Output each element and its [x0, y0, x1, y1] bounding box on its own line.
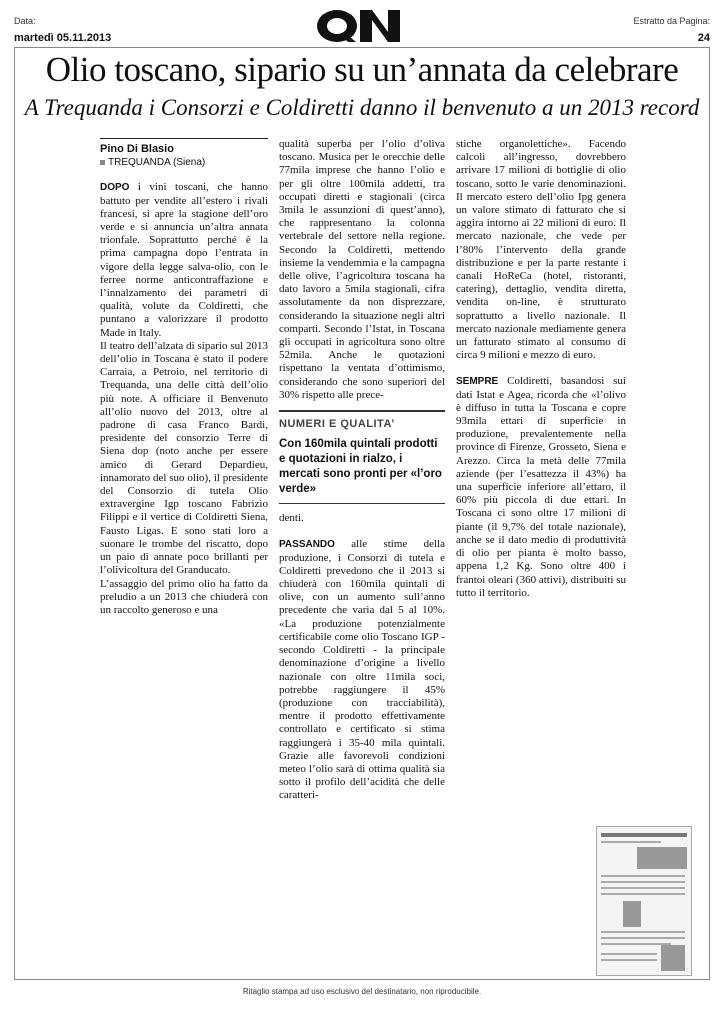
thumbnail-portrait	[661, 945, 685, 971]
dateline-text: TREQUANDA (Siena)	[108, 157, 206, 169]
article-column-3	[456, 138, 626, 600]
thumbnail-title-bar	[601, 833, 687, 837]
page-block	[633, 16, 710, 44]
highlight-kicker: NUMERI E QUALITA’	[279, 418, 395, 431]
lead-word: PASSANDO	[279, 539, 335, 551]
dateline-square-icon	[100, 160, 105, 165]
highlight-box	[279, 410, 445, 504]
paragraph	[279, 538, 445, 802]
lead-word: SEMPRE	[456, 376, 499, 388]
paragraph: Il teatro dell’alzata di sipario sul 2013 dell’olio in Toscana è stato il podere Carraia, a Petroio, nel territorio di Trequanda, una delle città dell’olio più note. A officiare il Benvenuto all’olio nuovo del 2013, oltre al padrone di casa Franco Bardi, presidente del consorzio Terre di Siena dop (noto anche per essere amico di Gerard Depardieu, innamorato del suo olio), il presidente del Consorzio di tutela Olio extravergine Igp toscano Fabrizio Filippi e il vertice di Coldiretti Siena, Fausto Ligas. E sono stati loro a suonare le trombe del riscatto, dopo un paio di annate poco brillanti per l’olivicoltura del Granducato.	[100, 339, 268, 577]
date-label: Data:	[14, 16, 36, 26]
paragraph	[100, 181, 268, 339]
lead-word: DOPO	[100, 182, 130, 194]
author-name: Pino Di Blasio	[100, 143, 174, 155]
qn-logo-graphic	[312, 6, 410, 46]
paragraph-text: alle stime della produzione, i Consorzi di tutela e Coldiretti prevedono che il 2013 si chiuderà con 160mila quintali di olive, con un aumento sull’anno precedente che varia dal 5 al 10%. «La produzione potenzialmente certificabile come olio Toscano IGP - secondo Coldiretti - la principale denominazione d’origine a livello nazionale con oltre 11mila soci, potrebbe raggiungere il 45% (produzione con tracciabilità), mentre il prodotto effettivamente controllato e certificato si stima raggiungerà i 35-40 mila quintali. Grazie alle favorevoli condizioni meteo l’olio sarà di ottima qualità sia sotto il profilo dell’acidità che delle caratteri-	[279, 538, 445, 802]
qn-logo	[312, 6, 410, 46]
paragraph	[456, 375, 626, 599]
highlight-text: Con 160mila quintali prodotti e quotazioni in rialzo, i mercati sono pronti per «l’oro verde»	[279, 437, 445, 504]
page-label: Estratto da Pagina:	[633, 16, 710, 26]
date-value: martedì 05.11.2013	[14, 32, 112, 44]
paragraph: stiche organolettiche». Facendo calcoli all’ingresso, dovrebbero arrivare 17 milioni di bottiglie di olio toscano, sotto le varie denominazioni. Il mercato estero dell’olio Ipg genera un valore stimato di fatturato che si aggira intorno ai 22 milioni di euro. Il mercato nazionale, che vede per l’80% l’intervento della grande distribuzione e per la parte restante i canali HoReCa (hotel, ristoranti, catering), dettaglio, vendita diretta, vendita on-line, è strutturato soprattutto a livello nazionale. Il mercato nazionale mediamente genera un fatturato stimato al consumo di circa 9 milioni e mezzo di euro.	[456, 138, 626, 362]
page-number: 24	[697, 32, 710, 44]
thumbnail-portrait	[623, 901, 641, 927]
paragraph: qualità superba per l’olio d’oliva toscano. Musica per le orecchie delle 77mila imprese che hanno l’olio e per gli oltre 100mila addetti, tra occupati diretti e stagionali (circa 3mila le assunzioni di quest’anno), che rappresentano la colonna vertebrale del settore nella regione. Secondo la Coldiretti, mettendo insieme la vendemmia e la campagna delle olive, l’agricoltura toscana ha dato lavoro a 5mila stagionali, cifra assolutamente da non disprezzare, considerando la situazione negli altri comparti. Secondo l’Istat, in Toscana gli occupati in agricoltura sono oltre 52mila. Anche le quotazioni rispettano la ventata d’ottimismo, considerando che sono superiori del 30% rispetto alle prece-	[279, 138, 445, 401]
thumbnail-photo	[637, 847, 687, 869]
dateline	[100, 156, 268, 169]
paragraph-text: Coldiretti, basandosi sui dati Istat e Agea, ricorda che «l’olivo è diffuso in tutta la Toscana e copre 93mila ettari di superficie in produzione, prevalentemente nella province di Firenze, Grosseto, Siena e Arezzo. Circa la metà delle 77mila aziende (per l’esattezza il 43%) ha una superficie inferiore all’ettaro, il 60% più piccola di due ettari. In Toscana ci sono oltre 17 milioni di piante (il 9,7% del totale nazionale), anche se il dato medio di produttività di olio per pianta è molto basso, appena 1,2 Kg. Sono oltre 400 i frantoi oleari (360 attivi), distribuiti su tutto il territorio.	[456, 375, 626, 599]
paragraph: denti.	[279, 512, 304, 525]
paragraph-text: i vini toscani, che hanno battuto per vendite all’estero i rivali francesi, si apre la stagione dell’oro verde e si annuncia un’altra annata trionfale. Soprattutto perché è la prima campagna dopo l’entrata in vigore della legge salva-olio, con le ferree norme anticontraffazione e l’innalzamento dei parametri di qualità, volute da Coldiretti, che puntano a valorizzare il prodotto Made in Italy.	[100, 181, 268, 339]
page-thumbnail	[596, 826, 692, 976]
byline-rule	[100, 138, 268, 139]
article-headline: Olio toscano, sipario su un’annata da celebrare	[45, 50, 679, 89]
article-column-1	[100, 138, 268, 617]
article-column-2	[279, 138, 445, 803]
date-block	[14, 16, 111, 44]
footer-disclaimer: Ritaglio stampa ad uso esclusivo del destinatario, non riproducibile.	[242, 987, 482, 996]
paragraph: L’assaggio del primo olio ha fatto da preludio a un 2013 che chiuderà con un raccolto generoso e una	[100, 577, 268, 616]
article-subheadline: A Trequanda i Consorzi e Coldiretti danno il benvenuto a un 2013 record	[24, 95, 700, 120]
